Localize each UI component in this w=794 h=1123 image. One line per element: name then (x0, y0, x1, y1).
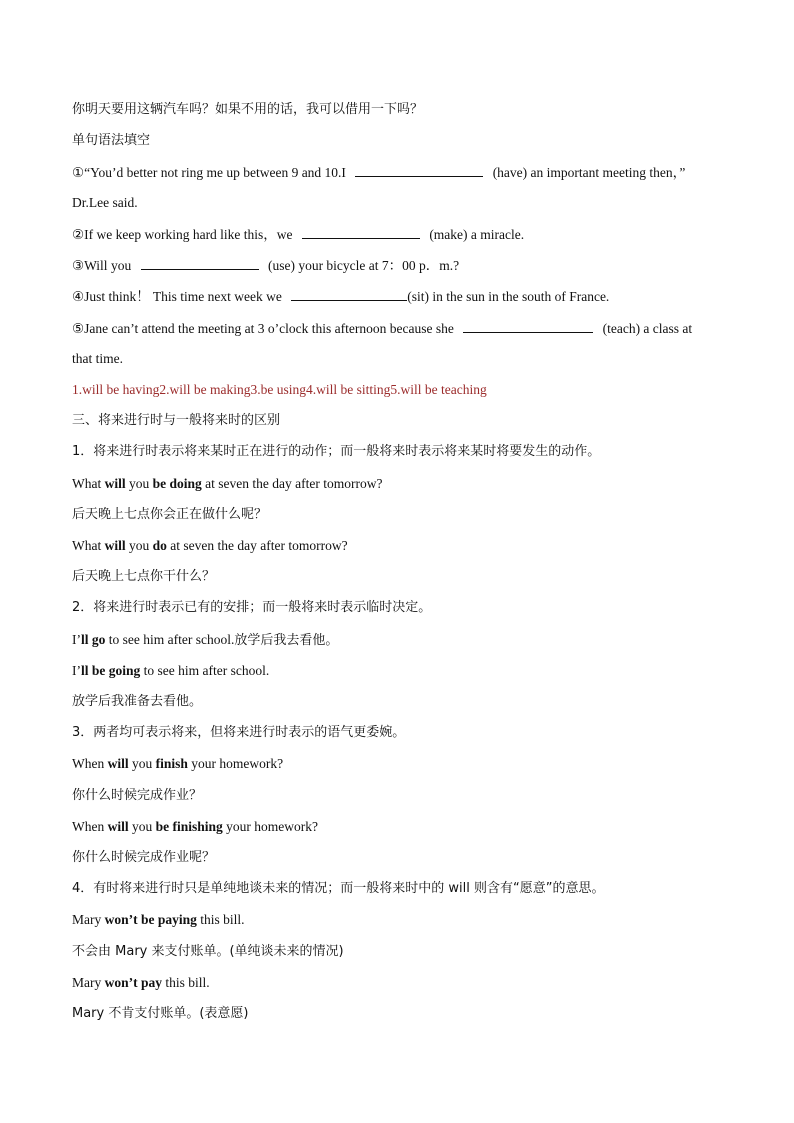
exercise-text: (teach) a class at (602, 321, 693, 336)
exercise-text: (sit) in the sun in the south of France. (407, 289, 610, 304)
example-3a-translation: 你什么时候完成作业？ (72, 788, 203, 803)
point-4: 4．有时将来进行时只是单纯地谈未来的情况；而一般将来时中的 will 则含有“愿意”的意思。 (72, 881, 605, 896)
exercise-text: Jane can’t attend the meeting at 3 o’clock this afternoon because she (84, 321, 454, 336)
example-2a: I’ll go to see him after school.放学后我去看他。 (72, 632, 339, 648)
exercise-text: Will you (84, 258, 132, 273)
exercise-4 (72, 287, 722, 306)
exercise-text: (make) a miracle. (429, 227, 525, 242)
example-3a: When will you finish your homework? (72, 756, 284, 771)
answer-blank[interactable] (141, 256, 259, 270)
example-1b: What will you do at seven the day after tomorrow? (72, 538, 348, 553)
exercise-1-continuation: Dr.Lee said. (72, 195, 138, 210)
exercise-text: Just think！ This time next week we (84, 289, 282, 304)
section-title-fill-in: 单句语法填空 (72, 133, 151, 148)
answer-key: 1.will be having2.will be making3.be using4.will be sitting5.will be teaching (72, 382, 487, 397)
point-2: 2．将来进行时表示已有的安排；而一般将来时表示临时决定。 (72, 600, 432, 615)
answer-blank[interactable] (302, 225, 420, 239)
example-4a: Mary won’t be paying this bill. (72, 912, 245, 927)
chinese-sentence: 你明天要用这辆汽车吗？如果不用的话，我可以借用一下吗？ (72, 102, 424, 117)
exercise-3 (72, 256, 722, 275)
example-1a: What will you be doing at seven the day after tomorrow? (72, 476, 383, 491)
exercise-2 (72, 225, 722, 244)
exercise-text: (use) your bicycle at 7：00 p．m.? (267, 258, 460, 273)
example-4b: Mary won’t pay this bill. (72, 975, 210, 990)
exercise-text: “You’d better not ring me up between 9 and 10.I (84, 165, 346, 180)
exercise-text: (have) an important meeting then，” (492, 165, 686, 180)
example-2b: I’ll be going to see him after school. (72, 663, 270, 678)
example-3b: When will you be finishing your homework? (72, 819, 319, 834)
example-1b-translation: 后天晚上七点你干什么？ (72, 569, 216, 584)
exercise-number: ① (72, 165, 85, 180)
exercise-text: If we keep working hard like this，we (84, 227, 293, 242)
exercise-1 (72, 163, 722, 182)
point-1: 1．将来进行时表示将来某时正在进行的动作；而一般将来时表示将来某时将要发生的动作。 (72, 444, 601, 459)
exercise-5 (72, 319, 722, 338)
example-1a-translation: 后天晚上七点你会正在做什么呢？ (72, 507, 268, 522)
example-3b-translation: 你什么时候完成作业呢？ (72, 850, 216, 865)
answer-blank[interactable] (291, 287, 407, 301)
exercise-number: ⑤ (72, 321, 85, 336)
exercise-number: ④ (72, 289, 85, 304)
example-4a-translation: 不会由 Mary 来支付账单。(单纯谈未来的情况) (72, 944, 344, 959)
exercise-number: ③ (72, 258, 85, 273)
exercise-number: ② (72, 227, 85, 242)
example-4b-translation: Mary 不肯支付账单。(表意愿) (72, 1006, 249, 1021)
example-2b-translation: 放学后我准备去看他。 (72, 694, 203, 709)
answer-blank[interactable] (355, 163, 483, 177)
point-3: 3．两者均可表示将来，但将来进行时表示的语气更委婉。 (72, 725, 406, 740)
answer-blank[interactable] (463, 319, 593, 333)
section-3-title: 三、将来进行时与一般将来时的区别 (72, 413, 281, 428)
exercise-5-continuation: that time. (72, 351, 123, 366)
